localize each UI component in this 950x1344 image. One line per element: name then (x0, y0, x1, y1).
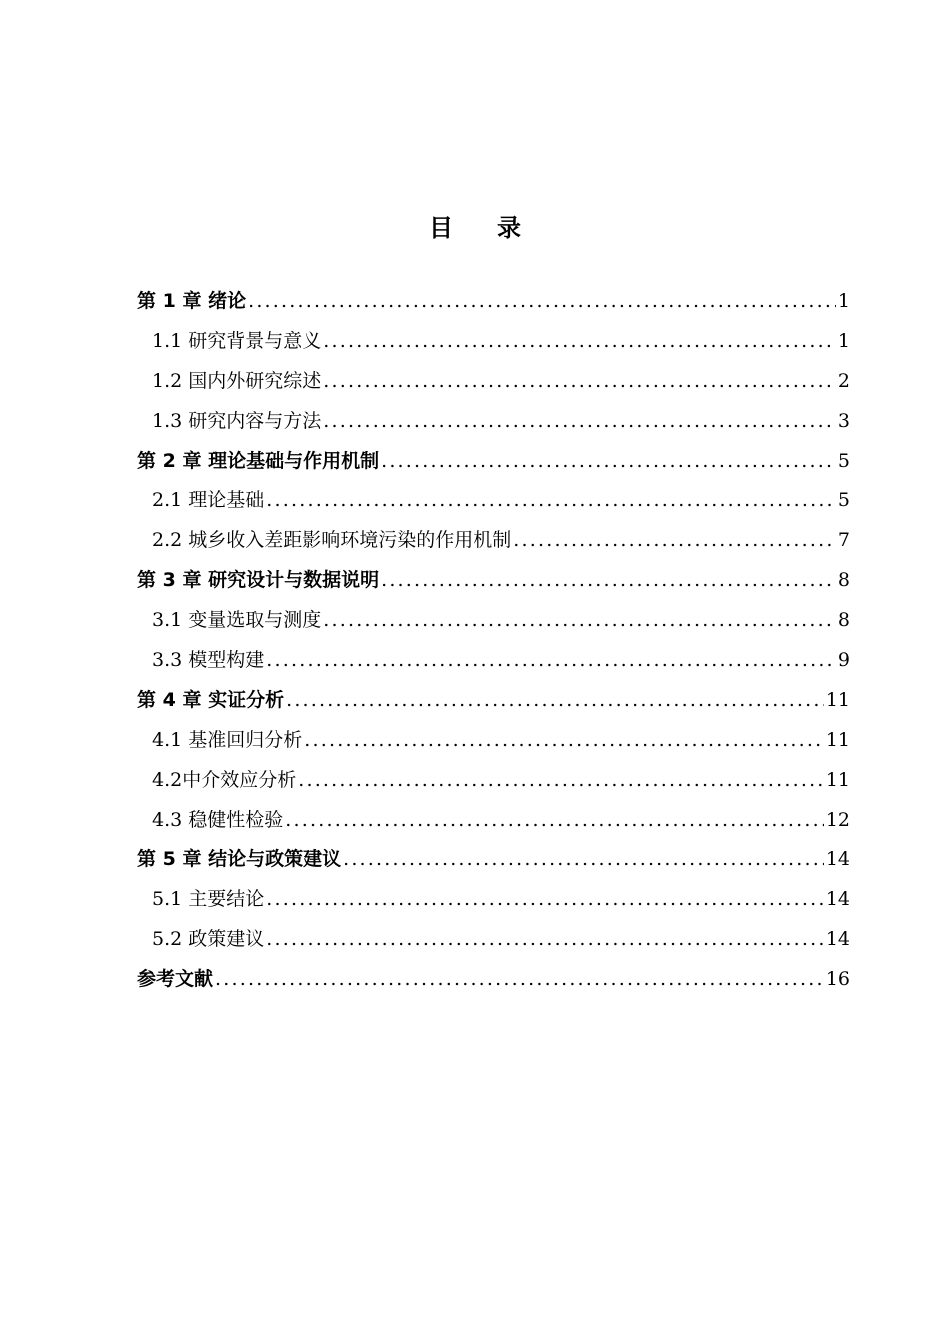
toc-chapter-entry[interactable] (137, 565, 850, 605)
toc-entry-label: 第 5 章 结论与政策建议 (137, 848, 342, 871)
page-title (0, 208, 950, 243)
toc-section-entry[interactable] (137, 366, 850, 406)
toc-dot-leader (266, 489, 836, 511)
toc-dot-leader (381, 450, 836, 472)
toc-dot-leader (215, 968, 824, 990)
toc-chapter-entry[interactable] (137, 964, 850, 1004)
toc-dot-leader (286, 689, 824, 711)
toc-page-number: 14 (825, 928, 850, 951)
toc-section-entry[interactable] (137, 525, 850, 565)
toc-page-number: 14 (825, 848, 850, 871)
toc-entry-label: 4.1 基准回归分析 (152, 728, 303, 751)
toc-dot-leader (513, 529, 836, 551)
title-char-2: 录 (497, 214, 521, 242)
toc-entry-label: 4.2中介效应分析 (152, 768, 297, 791)
toc-page-number: 11 (825, 728, 850, 751)
title-char-1: 目 (429, 214, 453, 242)
toc-page-number: 16 (825, 968, 850, 991)
toc-page-number: 8 (837, 609, 850, 632)
toc-dot-leader (323, 330, 836, 352)
toc-dot-leader (323, 370, 836, 392)
toc-dot-leader (298, 769, 824, 791)
toc-page-number: 9 (837, 649, 850, 672)
toc-section-entry[interactable] (137, 725, 850, 765)
toc-entry-label: 5.1 主要结论 (152, 888, 265, 911)
toc-chapter-entry[interactable] (137, 685, 850, 725)
toc-page-number: 11 (825, 688, 850, 711)
toc-page-number: 5 (837, 449, 850, 472)
toc-entry-label: 2.1 理论基础 (152, 489, 265, 512)
toc-dot-leader (266, 888, 824, 910)
toc-page-number: 1 (837, 329, 850, 352)
toc-entry-label: 4.3 稳健性检验 (152, 808, 284, 831)
toc-dot-leader (266, 649, 836, 671)
toc-page-number: 1 (837, 290, 850, 312)
toc-page-number: 11 (825, 768, 850, 791)
toc-section-entry[interactable] (137, 924, 850, 964)
toc-section-entry[interactable] (137, 485, 850, 525)
toc-entry-label: 第 1 章 绪论 (137, 290, 247, 312)
toc-dot-leader (323, 609, 836, 631)
toc-entry-label: 1.3 研究内容与方法 (152, 409, 322, 432)
toc-section-entry[interactable] (137, 805, 850, 845)
toc-section-entry[interactable] (137, 605, 850, 645)
toc-page-number: 2 (837, 369, 850, 392)
toc-page-number: 5 (837, 489, 850, 512)
toc-entry-label: 第 4 章 实证分析 (137, 688, 285, 711)
toc-page-number: 14 (825, 888, 850, 911)
toc-chapter-entry[interactable] (137, 844, 850, 884)
toc-dot-leader (285, 809, 824, 831)
toc-section-entry[interactable] (137, 884, 850, 924)
toc-dot-leader (266, 928, 824, 950)
toc-entry-label: 2.2 城乡收入差距影响环境污染的作用机制 (152, 529, 512, 552)
toc-dot-leader (248, 290, 836, 312)
toc-page-number: 12 (825, 808, 850, 831)
toc-entry-label: 1.2 国内外研究综述 (152, 369, 322, 392)
toc-entry-label: 3.3 模型构建 (152, 649, 265, 672)
toc-dot-leader (343, 848, 824, 870)
toc-dot-leader (323, 410, 836, 432)
toc-section-entry[interactable] (137, 765, 850, 805)
toc-entry-label: 第 3 章 研究设计与数据说明 (137, 569, 380, 592)
toc-entry-label: 1.1 研究背景与意义 (152, 329, 322, 352)
toc-entry-label: 5.2 政策建议 (152, 928, 265, 951)
toc-page-number: 7 (837, 529, 850, 552)
toc-chapter-entry[interactable] (137, 286, 850, 326)
toc-dot-leader (381, 569, 836, 591)
toc-section-entry[interactable] (137, 645, 850, 685)
toc-entry-label: 3.1 变量选取与测度 (152, 609, 322, 632)
table-of-contents (137, 286, 850, 1004)
toc-section-entry[interactable] (137, 326, 850, 366)
toc-chapter-entry[interactable] (137, 446, 850, 486)
toc-page-number: 8 (837, 569, 850, 592)
toc-entry-label: 第 2 章 理论基础与作用机制 (137, 449, 380, 472)
toc-page-number: 3 (837, 409, 850, 432)
toc-dot-leader (304, 729, 824, 751)
toc-entry-label: 参考文献 (137, 968, 214, 991)
toc-section-entry[interactable] (137, 406, 850, 446)
